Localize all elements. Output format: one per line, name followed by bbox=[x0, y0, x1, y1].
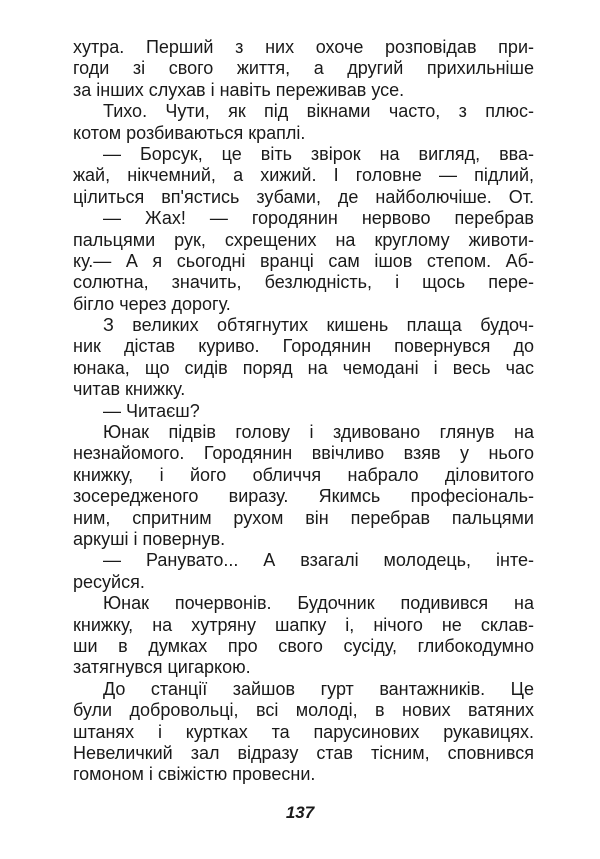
text-line: Невеличкий зал відразу став тісним, сповнився bbox=[73, 742, 534, 763]
page-body-text bbox=[73, 37, 534, 786]
text-line: — Читаєш? bbox=[103, 400, 200, 421]
text-line: зосередженого виразу. Якимсь професіональ- bbox=[73, 486, 534, 507]
text-line: ку.— А я сьогодні вранці сам ішов степом. Аб- bbox=[73, 250, 534, 271]
text-line: З великих обтягнутих кишень плаща будоч- bbox=[103, 315, 534, 336]
text-line: — Ранувато... А взагалі молодець, інте- bbox=[103, 550, 534, 571]
text-line: солютна, значить, безлюдність, і щось пере- bbox=[73, 272, 534, 293]
page-number: 137 bbox=[285, 803, 315, 822]
text-line: цілиться вп'ястись зубами, де найболючіше. От. bbox=[73, 186, 534, 207]
text-line: хутра. Перший з них охоче розповідав при- bbox=[73, 37, 534, 57]
text-line: книжку, і його обличчя набрало діловитого bbox=[73, 464, 534, 485]
text-line: аркуші і повернув. bbox=[73, 528, 226, 549]
text-line: ник дістав куриво. Городянин повернувся до bbox=[73, 336, 534, 357]
text-line: Тихо. Чути, як під вікнами часто, з плюс- bbox=[103, 101, 534, 122]
text-line: годи зі свого життя, а другий прихильніше bbox=[73, 58, 534, 79]
text-line: Юнак підвів голову і здивовано глянув на bbox=[103, 422, 534, 443]
text-line: жай, нікчемний, а хижий. І головне — підлий, bbox=[73, 165, 534, 186]
text-line: книжку, на хутряну шапку і, нічого не склав- bbox=[73, 614, 534, 635]
text-line: ресуйся. bbox=[73, 571, 145, 592]
text-line: Юнак почервонів. Будочник подивився на bbox=[103, 593, 534, 614]
text-line: незнайомого. Городянин ввічливо взяв у нього bbox=[73, 443, 534, 464]
text-line: котом розбиваються краплі. bbox=[73, 122, 306, 143]
text-line: гомоном і свіжістю провесни. bbox=[73, 764, 316, 785]
text-line: читав книжку. bbox=[73, 379, 186, 400]
text-line: ним, спритним рухом він перебрав пальцями bbox=[73, 507, 534, 528]
text-line: ши в думках про свого сусіду, глибокодумно bbox=[73, 635, 534, 656]
text-line: — Борсук, це віть звірок на вигляд, вва- bbox=[103, 143, 534, 164]
text-line: — Жах! — городянин нервово перебрав bbox=[103, 208, 534, 229]
text-line: штанях і куртках та парусинових рукавицях. bbox=[73, 721, 534, 742]
text-line: затягнувся цигаркою. bbox=[73, 657, 251, 678]
text-line: пальцями рук, схрещених на круглому животи- bbox=[73, 229, 534, 250]
text-line: юнака, що сидів поряд на чемодані і весь час bbox=[73, 357, 534, 378]
text-line: бігло через дорогу. bbox=[73, 293, 231, 314]
text-line: були добровольці, всі молоді, в нових ватяних bbox=[73, 700, 534, 721]
text-line: До станції зайшов гурт вантажників. Це bbox=[103, 678, 534, 699]
text-line: за інших слухав і навіть переживав усе. bbox=[73, 79, 405, 100]
